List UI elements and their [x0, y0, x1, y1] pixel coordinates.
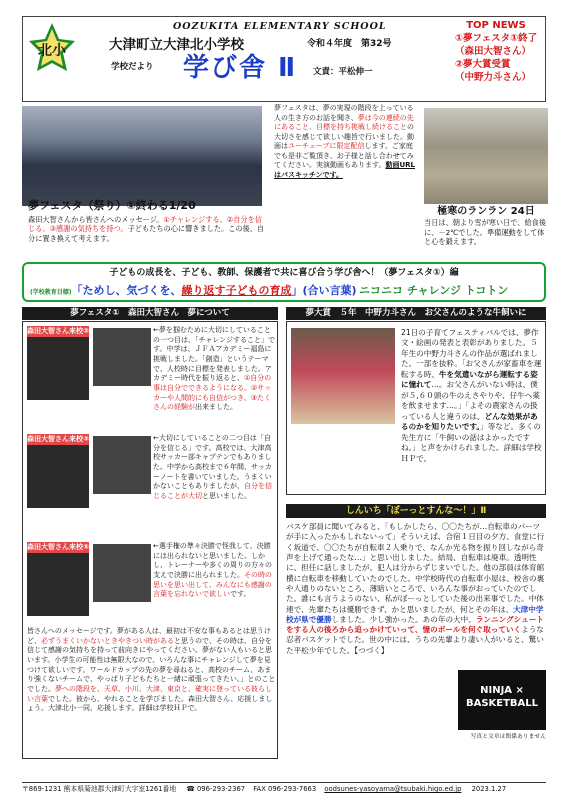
award-photo	[291, 328, 395, 424]
right-section-bar: 夢大賞 ５年 中野力斗さん お父さんのような牛飼いに	[286, 307, 546, 320]
left-text-1: ←夢を掴むために大切にしていることの一つ目は、「チャレンジすること」です。中学は、ＪＦＡアカデミー福島に挑戦しました。「創造」というテーマで、人校時に目標を発表しました。アカデミー時代を振り返ると、①自分の事は自分でできるようになる。②サッカーや人間的にも自信がつき、③たくさんの経験が出来ました。	[153, 326, 275, 412]
footer	[22, 782, 546, 794]
goal-banner	[22, 262, 546, 302]
ninja-text: NINJA × BASKETBALL	[465, 685, 539, 709]
top-news-item: ②夢大賞受賞	[455, 58, 511, 70]
right-text: 21日の子育てフェスティバルでは、夢作文・絵画の発表と表彰がありました。５年生の中野力斗さんの作品が選ばれました。一部を抜粋。「お父さんが家畜車を運転する時、牛を気遣いながら運転する姿に憧れて…。お父さんがいない時は、僕が５,６０頭の牛のえさやりや、仔牛へ薬を飲ませます…。」「よその農家さんの扱っている人と違うのは、どんな効果があるのかを知りたいです。」等など。多くの先生方に「牛飼いの話はよかったですね。」と声をかけられました。詳細は学校ＨＰで。	[401, 328, 542, 463]
festa-caption-red: ①チャレンジする、②自分を信じる、③感謝の気持ちを持つ。	[28, 214, 262, 234]
festa-caption	[28, 199, 268, 243]
ranran-caption	[424, 205, 548, 247]
school-name-english: OOZUKITA ELEMENTARY SCHOOL	[173, 21, 387, 32]
left-text-2: ←大切にしていることの二つ目は「自分を信じる」です。高校では、大津高校サッカー部キャプテンでもありました。中学から高校まで６年間、サッカーノートを書いていました。うまくいかないこともありましたが、自分を信じることが大切と思いました。	[153, 434, 272, 500]
slide-image	[93, 544, 151, 602]
email-link[interactable]: oodsunes-yasoyama@tsubaki.higo.ed.jp	[324, 785, 462, 793]
logo-text: 北小	[38, 43, 66, 59]
page-title: 学び舎 Ⅱ	[183, 53, 298, 83]
right-section	[286, 321, 546, 495]
slide-image	[93, 436, 151, 494]
left-text-3: ←選手権の準々決勝で怪我して、決勝には出られないと思いました。しかし、トレーナーや多くの周りの方々の支えで決勝に出られました。その時の思いを思い出して、みんなにも感謝の言葉を忘れないで欲しいです。	[153, 542, 272, 599]
address: 〒869-1231 熊本県菊池郡大津町大字室1261番地	[22, 785, 177, 793]
top-news	[455, 19, 547, 84]
school-name: 大津町立大津北小学校	[109, 37, 244, 53]
tel: ☎ 096-293-2367	[186, 785, 246, 793]
left-bottom-text: 皆さんへのメッセージです。夢がある人は、最初は不安な事もあるとは思うけど、必ずうまくいかないときやきつい時があると思うので、その時は、自分を信じて感謝の気持ちを持って前向きにやってください。夢がない人もいると思います。小学生の可能性は無限大なので、いろんな事にチャレンジして夢を見つけて欲しいです。ワールドカップの先の夢を尋ねると、高校のチーム、あまり強くないチームで、やっぱり子どもたちと一緒に頑張ってきたい。」とのことでした。夢への階段を、天草、小川、大津、東京と、確実に登っている彼らしい言葉でした。彼から、やれることを学びました。森田大智さん、応援しましょう。大津北小一同、応援します。詳細は学校ＨＰで。	[27, 627, 276, 713]
festa-heading: 夢フェスタ（祭り）①終わる1/20	[28, 199, 196, 212]
banner-line2: (学校教育目標)「ためし、気づくを、繰り返す子どもの育成」(合い言葉) ニコニコ チャレンジ トコトン	[30, 284, 509, 297]
shinshin-bar: しんいち「ぼーっとすんな～！」Ⅱ	[286, 504, 546, 518]
school-logo-icon	[27, 21, 77, 77]
ranran-photo	[424, 108, 548, 204]
festa-group-photo	[22, 106, 262, 206]
slide-image: 森田大智さん来校③	[27, 434, 89, 508]
festa-caption-text: 森田大智さんから皆さんへのメッセージ。	[28, 214, 164, 224]
top-news-item: （森田大智さん）	[455, 46, 532, 58]
slide-image: 森田大智さん来校②	[27, 326, 89, 400]
newsletter-label: 学校だより	[111, 62, 154, 72]
shinshin-text: バスケ部員に聞いてみると、「もしかしたら、〇〇たちが…自転車のパーツが手に入ったかもしれないって」そういえば、合宿１日目の夕方、食堂に行く坂道で、〇〇たちが自転車２人乗りで、なんか光る物を振り回しながら奇声を上げて通ったな…」と思い出しました。結局、自転車は廃車。透明性に、担任に話しましたが、犯人は分からずじまいでした。他の部員は体育館横に自転車を移動していたのでした。中学校時代の自転車小屋は、校舎の裏や人通りのないところ、薄暗いところで、いろんな事がおっていたのでした。誰にも言うようのない、私がぼーっとしていた後の出来事でした。中体連で、先輩たちは優勝できず、かと思いましたが、何とその年は、大津中学校が県で優勝しました。少し強かった。あの年の大中、ランニングシュートをする人の後ろから追っかけていって、憧のボールを何ぐ取っていくような忍者バスケットでした。世の中には、うちの先輩より凄い人がいると、驚いた平松少年でした。【つづく】	[286, 522, 545, 655]
banner-line1: 子どもの成長を、子ども、教師、保護者で共に喜び合う学び舎へ！（夢フェスタ①）編	[109, 268, 459, 278]
photo-note: 写真と文章は関係ありません	[470, 734, 546, 740]
left-section-bar: 夢フェスタ① 森田大智さん 夢について	[22, 307, 278, 320]
ranran-text: 当日は、朝より雪が寒い日で、給食後に、－2℃でした。準備運動をして体と心を鍛えます。	[424, 218, 547, 247]
slide-image: 森田大智さん来校⑤	[27, 542, 89, 616]
author: 文責：平松伸一	[313, 67, 373, 77]
slide-image	[93, 328, 151, 386]
header	[22, 16, 546, 102]
festa-description: 夢フェスタは、夢の実現の階段を上っている人の生き方のお話を聞き、夢は今の連続の先にあること、目標を持ち挑戦し続けることの大切さを感じて欲しい趣旨で行いました。動画はユーチューブに限定配信します。ご家庭でも是非ご覧頂き、お子様と話し合わせてみてください。実演動画もあります。動画URLはパスキッチンです。	[274, 104, 415, 179]
top-news-item: （中野力斗さん）	[455, 71, 532, 83]
left-section	[22, 321, 278, 759]
issue-number: 令和４年度 第32号	[307, 39, 392, 49]
top-news-title: TOP NEWS	[466, 20, 526, 31]
festa-caption-end: 子どもたちの心に響きました。この後、自分に置き換えて考えます。	[28, 224, 265, 243]
top-news-item: ①夢フェスタ①終了	[455, 33, 538, 45]
date: 2023.1.27	[471, 785, 507, 793]
ranran-heading: 極寒のランラン 24日	[437, 206, 535, 217]
fax: FAX 096-293-7663	[253, 785, 317, 793]
ninja-basketball-image	[458, 670, 546, 730]
